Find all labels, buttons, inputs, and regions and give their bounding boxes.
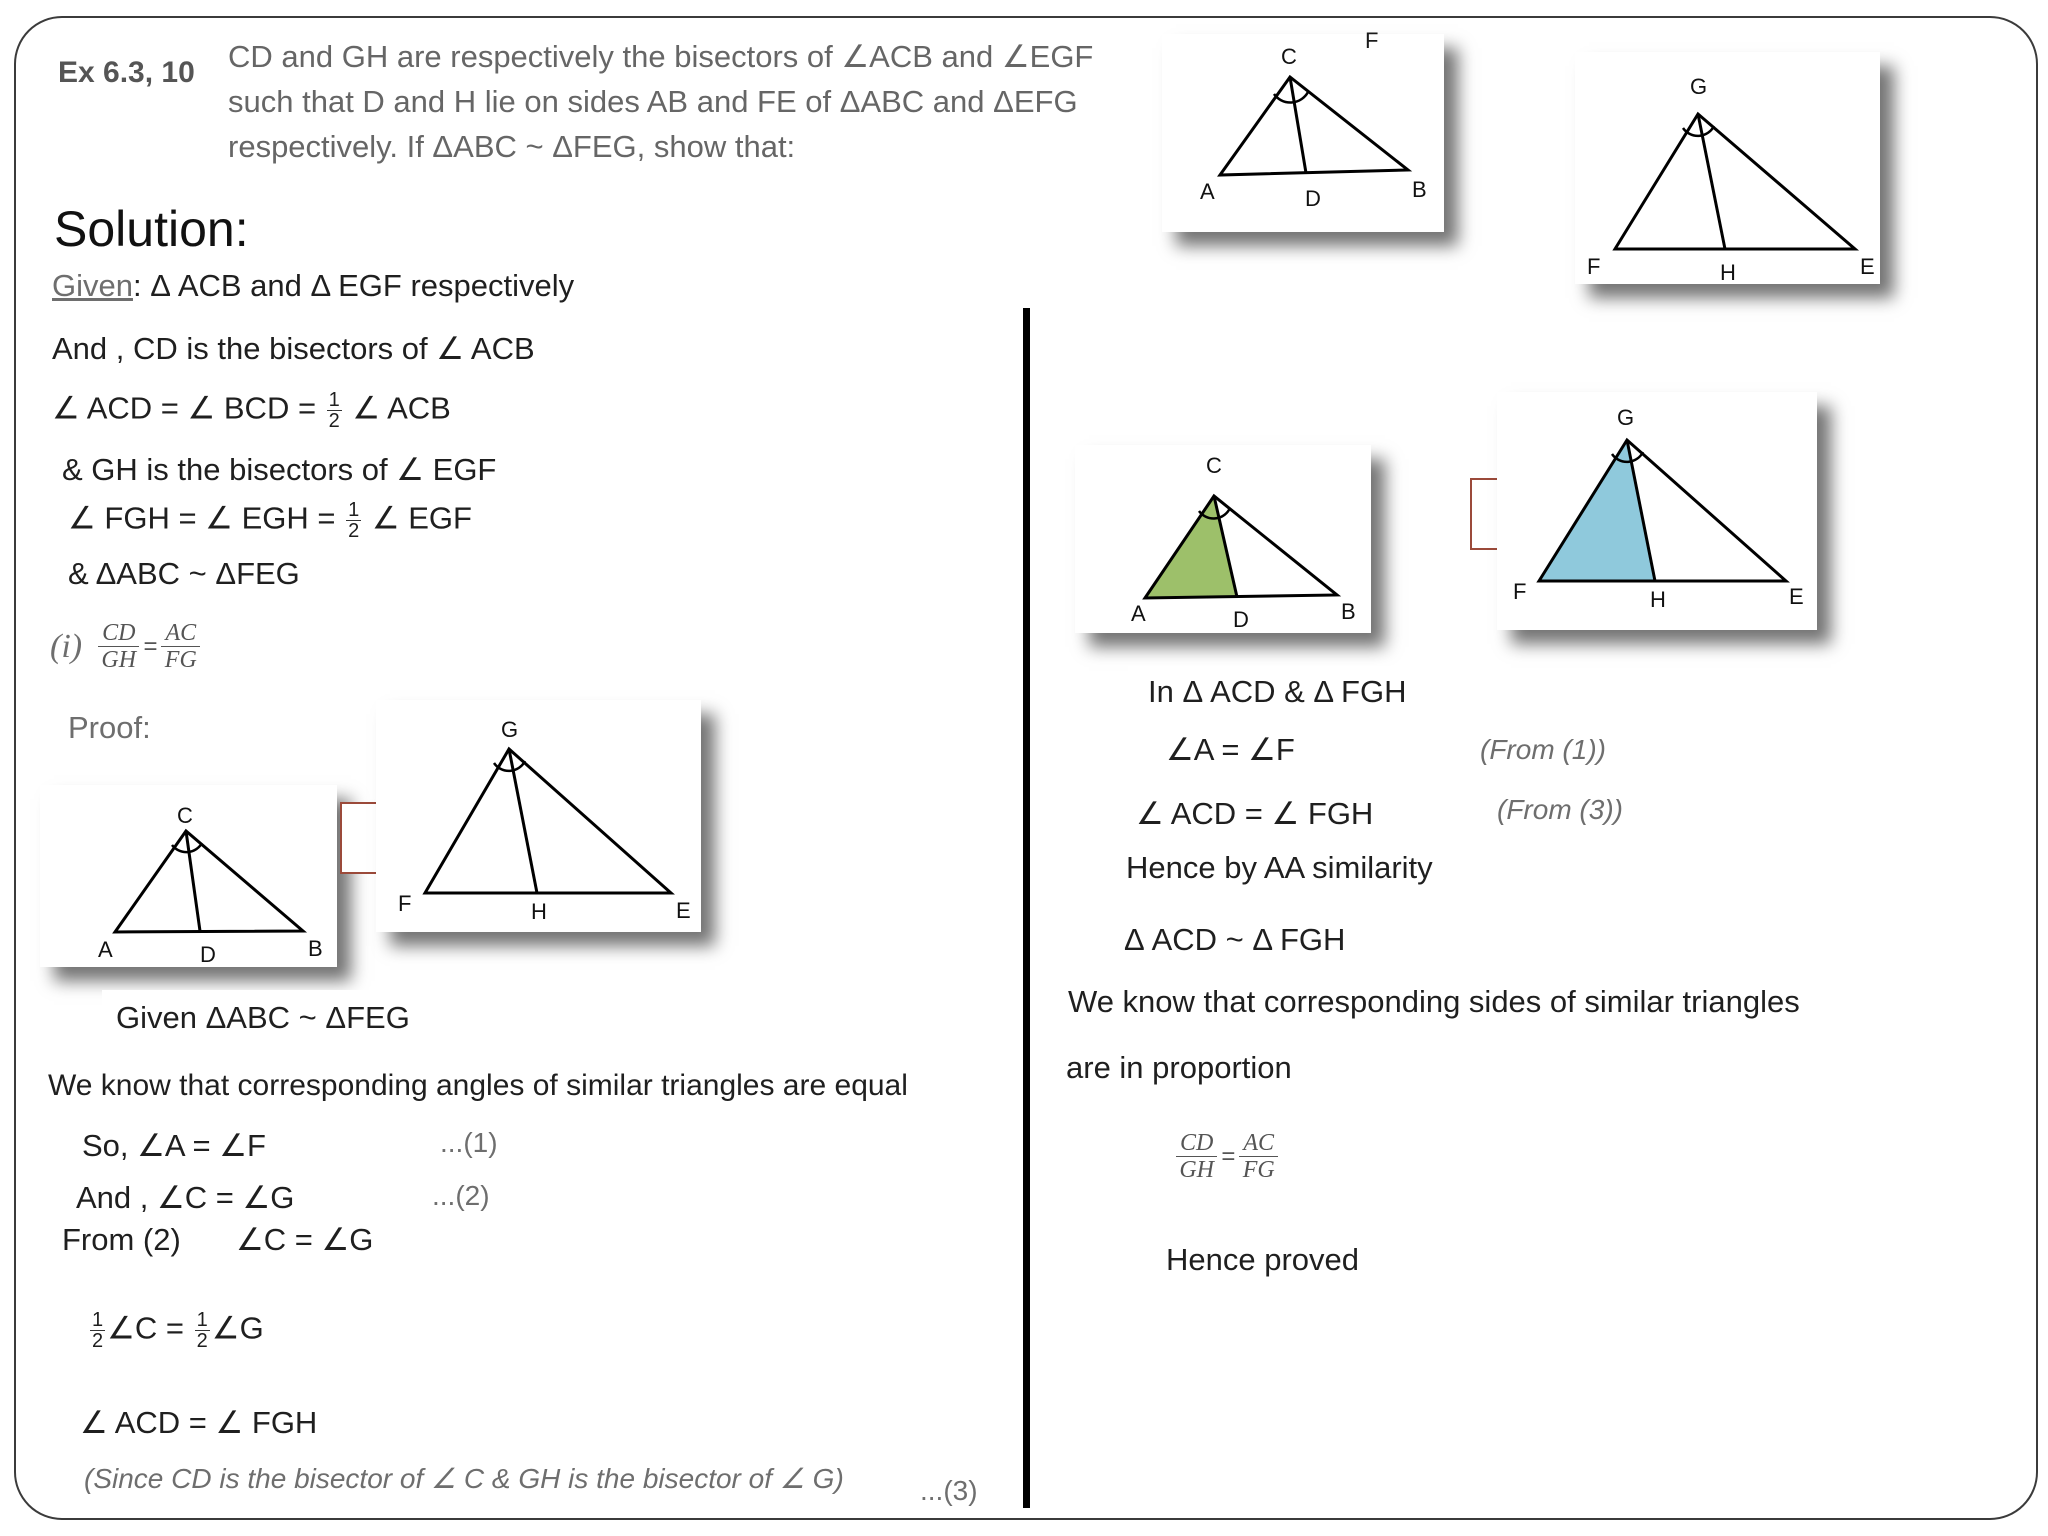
fg: FG	[164, 647, 197, 673]
label-a: A	[98, 937, 113, 962]
ac: AC	[1239, 1130, 1278, 1157]
from-3: (From (3))	[1497, 794, 1623, 825]
label-a: A	[1200, 179, 1215, 204]
right-acd-fgh: ∠ ACD = ∠ FGH	[1136, 796, 1374, 831]
label-e: E	[1789, 584, 1804, 609]
label-g: G	[1690, 74, 1708, 99]
diagram-fge-top	[1575, 52, 1880, 284]
cd-gh-fraction	[1176, 1130, 1217, 1183]
so-a-f: So, ∠A = ∠F	[82, 1128, 266, 1163]
since-bisector: (Since CD is the bisector of ∠ C & GH is the bisector of ∠ G)	[84, 1463, 844, 1494]
label-h: H	[1650, 587, 1666, 612]
half-den: 2	[348, 520, 360, 542]
acd-bcd-left: ∠ ACD = ∠ BCD =	[52, 390, 317, 426]
half-num: 1	[196, 1309, 208, 1331]
label-e: E	[1860, 254, 1875, 279]
diagram-abc-top	[1162, 34, 1444, 232]
acd-bcd-line	[52, 390, 451, 431]
from-2-eq: ∠C = ∠G	[236, 1222, 374, 1257]
label-g: G	[501, 717, 519, 742]
column-divider	[1023, 308, 1030, 1508]
ref-2: ...(2)	[432, 1180, 490, 1211]
half-num: 1	[328, 389, 340, 411]
question-line-3: respectively. If ΔABC ~ ΔFEG, show that:	[228, 129, 796, 164]
fgh-egh-right: ∠ EGF	[371, 500, 472, 536]
fgh-egh-left: ∠ FGH = ∠ EGH =	[68, 500, 336, 536]
ac-fg-fraction	[161, 620, 200, 673]
ref-1: ...(1)	[440, 1127, 498, 1158]
from-1: (From (1))	[1480, 734, 1606, 765]
given-text: : Δ ACB and Δ EGF respectively	[132, 268, 575, 303]
label-b: B	[308, 936, 323, 961]
question-line-1: CD and GH are respectively the bisectors of ∠ACB and ∠EGF	[228, 39, 1094, 74]
cd-gh-fraction	[98, 620, 139, 673]
label-h: H	[531, 899, 547, 924]
label-a: A	[1131, 601, 1146, 626]
in-acd-fgh: In Δ ACD & Δ FGH	[1148, 674, 1407, 709]
fg: FG	[1242, 1157, 1275, 1183]
cd: CD	[1176, 1130, 1217, 1157]
half-den: 2	[196, 1330, 208, 1352]
equals: =	[1221, 1142, 1236, 1170]
acd-similar-fgh: Δ ACD ~ Δ FGH	[1124, 922, 1346, 957]
label-f-floating: F	[1365, 28, 1379, 53]
half-den: 2	[328, 410, 340, 432]
gh: GH	[1179, 1157, 1214, 1183]
given-label: Given	[52, 268, 133, 303]
label-c: C	[1206, 453, 1222, 478]
given-line	[52, 268, 574, 304]
exercise-label: Ex 6.3, 10	[58, 56, 195, 89]
half-fraction	[346, 500, 361, 541]
diagram-abc-proof	[40, 785, 337, 967]
half-c-g-line	[88, 1310, 264, 1351]
label-d: D	[1305, 186, 1321, 211]
to-prove-label: (i)	[50, 627, 83, 665]
half-fraction	[90, 1310, 105, 1351]
know-sides-2: are in proportion	[1066, 1050, 1292, 1085]
question-line-2: such that D and H lie on sides AB and FE of ΔABC and ΔEFG	[228, 84, 1078, 119]
equals: =	[143, 632, 158, 660]
label-c: C	[1281, 44, 1297, 69]
know-sides-1: We know that corresponding sides of similar triangles	[1068, 984, 1800, 1019]
gh: GH	[101, 647, 137, 673]
half-g: ∠G	[211, 1310, 264, 1346]
cd: CD	[98, 620, 139, 647]
right-a-f: ∠A = ∠F	[1166, 732, 1295, 767]
from-2-label: From (2)	[62, 1222, 181, 1257]
label-g: G	[1617, 405, 1635, 430]
half-num: 1	[92, 1309, 104, 1331]
acd-shaded-region	[1145, 496, 1237, 598]
given-similarity: Given ΔABC ~ ΔFEG	[116, 1000, 410, 1035]
know-angles: We know that corresponding angles of similar triangles are equal	[48, 1069, 908, 1102]
similarity-given: & ΔABC ~ ΔFEG	[68, 556, 300, 591]
diagram-acd-highlight	[1075, 445, 1371, 633]
half-c: ∠C =	[107, 1310, 185, 1346]
fgh-egh-line	[68, 500, 472, 541]
label-f: F	[398, 891, 412, 916]
label-b: B	[1341, 599, 1356, 624]
result-proportion	[1172, 1130, 1282, 1183]
and-c-g: And , ∠C = ∠G	[76, 1180, 295, 1215]
hence-proved: Hence proved	[1166, 1242, 1360, 1277]
hence-aa: Hence by AA similarity	[1126, 850, 1433, 885]
label-b: B	[1412, 177, 1427, 202]
cd-bisector-line: And , CD is the bisectors of ∠ ACB	[52, 331, 535, 366]
half-num: 1	[348, 499, 360, 521]
acd-fgh-eq: ∠ ACD = ∠ FGH	[80, 1405, 318, 1440]
label-f: F	[1587, 254, 1601, 279]
label-c: C	[177, 803, 193, 828]
half-fraction	[195, 1310, 210, 1351]
label-e: E	[676, 898, 691, 923]
proof-label: Proof:	[68, 710, 151, 745]
acd-bcd-right: ∠ ACB	[352, 390, 451, 426]
label-d: D	[200, 942, 216, 967]
to-prove-line	[50, 620, 204, 673]
half-den: 2	[92, 1330, 104, 1352]
label-h: H	[1720, 260, 1736, 284]
solution-title: Solution:	[54, 201, 249, 257]
ac: AC	[161, 620, 200, 647]
diagram-fgh-highlight	[1497, 392, 1817, 630]
label-d: D	[1233, 607, 1249, 632]
fgh-shaded-region	[1539, 440, 1655, 581]
ac-fg-fraction	[1239, 1130, 1278, 1183]
label-f: F	[1513, 579, 1527, 604]
gh-bisector-line: & GH is the bisectors of ∠ EGF	[62, 452, 497, 487]
diagram-fge-proof	[376, 700, 701, 932]
ref-3: ...(3)	[920, 1475, 978, 1506]
half-fraction	[327, 390, 342, 431]
